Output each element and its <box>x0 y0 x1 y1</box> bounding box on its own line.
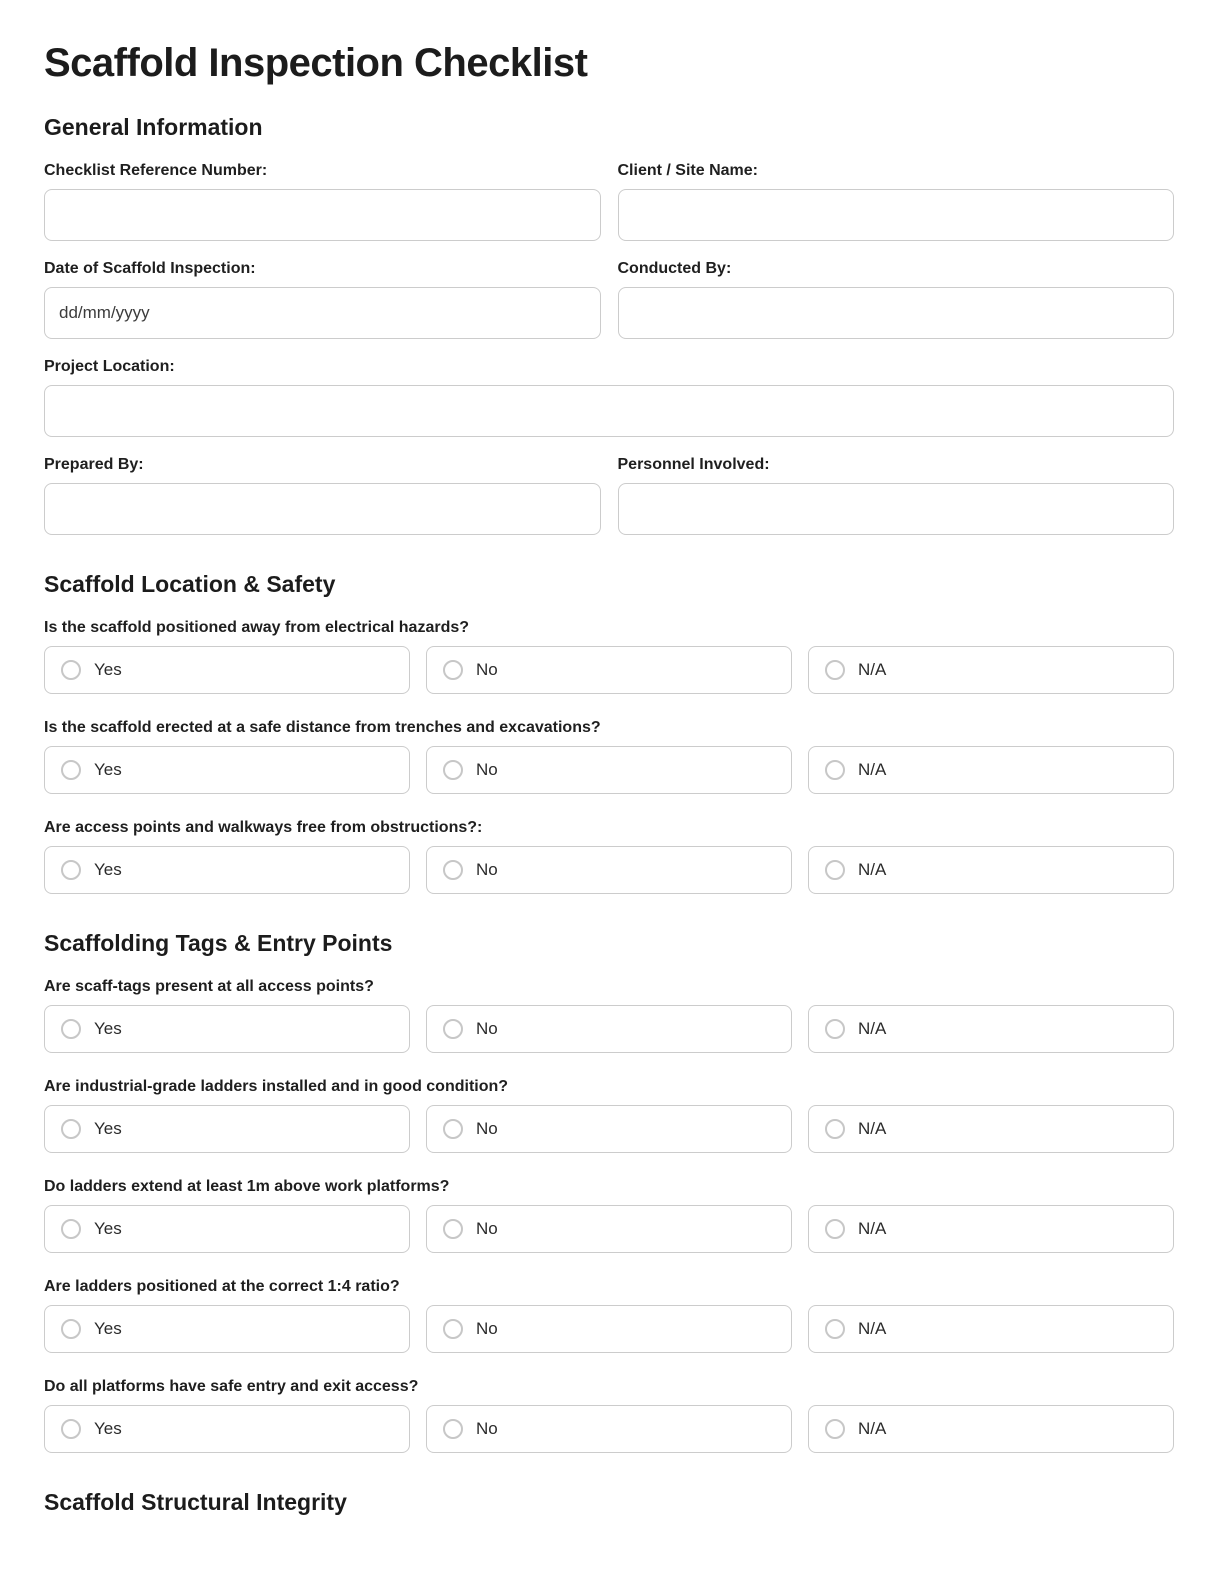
option-no-label: No <box>476 1119 498 1139</box>
option-yes-label: Yes <box>94 1319 122 1339</box>
radio-icon <box>443 1019 463 1039</box>
option-no-label: No <box>476 860 498 880</box>
option-yes-label: Yes <box>94 1219 122 1239</box>
option-na[interactable] <box>808 746 1174 794</box>
option-no-label: No <box>476 1219 498 1239</box>
option-no[interactable] <box>426 1105 792 1153</box>
option-yes[interactable] <box>44 646 410 694</box>
field-conducted-by <box>618 259 1175 339</box>
field-personnel-involved <box>618 455 1175 535</box>
question-label: Is the scaffold positioned away from electrical hazards? <box>44 618 470 636</box>
question-ladders-extend-1m <box>44 1177 1174 1253</box>
option-na[interactable] <box>808 1305 1174 1353</box>
option-na-label: N/A <box>858 1419 887 1439</box>
option-na-label: N/A <box>858 1219 887 1239</box>
option-row <box>44 1205 1174 1253</box>
section-heading-general-information: General Information <box>44 114 263 140</box>
option-na[interactable] <box>808 1005 1174 1053</box>
section-general-information <box>44 114 1174 535</box>
option-row <box>44 846 1174 894</box>
question-ladders-ratio <box>44 1277 1174 1353</box>
radio-icon <box>61 1019 81 1039</box>
conducted-by-input[interactable] <box>618 287 1175 339</box>
radio-icon <box>443 1319 463 1339</box>
question-label: Are access points and walkways free from obstructions?: <box>44 818 483 836</box>
personnel-involved-label: Personnel Involved: <box>617 455 770 473</box>
option-row <box>44 1305 1174 1353</box>
option-no[interactable] <box>426 1305 792 1353</box>
radio-icon <box>825 1319 845 1339</box>
question-trenches-excavations <box>44 718 1174 794</box>
field-project-location <box>44 357 1174 437</box>
question-label: Are scaff-tags present at all access points? <box>44 977 374 995</box>
option-no[interactable] <box>426 1005 792 1053</box>
option-row <box>44 1405 1174 1453</box>
option-no-label: No <box>476 1419 498 1439</box>
question-label: Are industrial-grade ladders installed and in good condition? <box>44 1077 509 1095</box>
option-na[interactable] <box>808 1105 1174 1153</box>
option-no[interactable] <box>426 646 792 694</box>
radio-icon <box>61 1219 81 1239</box>
option-no[interactable] <box>426 846 792 894</box>
option-no[interactable] <box>426 1205 792 1253</box>
radio-icon <box>825 1419 845 1439</box>
question-electrical-hazards <box>44 618 1174 694</box>
client-site-name-input[interactable] <box>618 189 1175 241</box>
option-yes[interactable] <box>44 1305 410 1353</box>
radio-icon <box>61 1119 81 1139</box>
option-yes-label: Yes <box>94 1419 122 1439</box>
checklist-reference-input[interactable] <box>44 189 601 241</box>
option-yes[interactable] <box>44 1005 410 1053</box>
field-checklist-reference <box>44 161 601 241</box>
radio-icon <box>443 660 463 680</box>
option-na[interactable] <box>808 1405 1174 1453</box>
inspection-date-input[interactable] <box>44 287 601 339</box>
inspection-date-label: Date of Scaffold Inspection: <box>44 259 256 277</box>
question-ladders-condition <box>44 1077 1174 1153</box>
radio-icon <box>443 860 463 880</box>
radio-icon <box>61 1319 81 1339</box>
project-location-input[interactable] <box>44 385 1174 437</box>
option-na-label: N/A <box>858 1119 887 1139</box>
option-row <box>44 1105 1174 1153</box>
field-prepared-by <box>44 455 601 535</box>
option-yes[interactable] <box>44 1405 410 1453</box>
option-yes[interactable] <box>44 1105 410 1153</box>
option-yes-label: Yes <box>94 1119 122 1139</box>
section-location-safety <box>44 571 1174 894</box>
radio-icon <box>61 660 81 680</box>
question-label: Do all platforms have safe entry and exit access? <box>44 1377 419 1395</box>
radio-icon <box>443 760 463 780</box>
option-no-label: No <box>476 760 498 780</box>
option-yes[interactable] <box>44 746 410 794</box>
option-no-label: No <box>476 660 498 680</box>
option-yes[interactable] <box>44 846 410 894</box>
option-na[interactable] <box>808 646 1174 694</box>
question-scaff-tags-present <box>44 977 1174 1053</box>
radio-icon <box>825 1019 845 1039</box>
radio-icon <box>825 660 845 680</box>
option-yes-label: Yes <box>94 660 122 680</box>
option-yes-label: Yes <box>94 1019 122 1039</box>
option-no-label: No <box>476 1019 498 1039</box>
page-title: Scaffold Inspection Checklist <box>44 41 588 85</box>
field-client-site-name <box>618 161 1175 241</box>
option-row <box>44 746 1174 794</box>
option-row <box>44 646 1174 694</box>
option-yes-label: Yes <box>94 860 122 880</box>
option-na[interactable] <box>808 846 1174 894</box>
radio-icon <box>61 860 81 880</box>
option-na-label: N/A <box>858 1019 887 1039</box>
radio-icon <box>825 860 845 880</box>
prepared-by-input[interactable] <box>44 483 601 535</box>
radio-icon <box>443 1119 463 1139</box>
option-yes-label: Yes <box>94 760 122 780</box>
client-site-name-label: Client / Site Name: <box>617 161 758 179</box>
option-row <box>44 1005 1174 1053</box>
question-label: Are ladders positioned at the correct 1:4 ratio? <box>44 1277 400 1295</box>
radio-icon <box>825 1219 845 1239</box>
question-label: Is the scaffold erected at a safe distance from trenches and excavations? <box>44 718 601 736</box>
section-heading-location-safety: Scaffold Location & Safety <box>44 570 336 597</box>
question-walkways-obstructions <box>44 818 1174 894</box>
personnel-involved-input[interactable] <box>618 483 1175 535</box>
radio-icon <box>443 1219 463 1239</box>
radio-icon <box>61 1419 81 1439</box>
section-tags-entry-points <box>44 930 1174 1453</box>
option-na-label: N/A <box>858 760 887 780</box>
option-no[interactable] <box>426 1405 792 1453</box>
radio-icon <box>443 1419 463 1439</box>
radio-icon <box>825 1119 845 1139</box>
prepared-by-label: Prepared By: <box>44 455 144 473</box>
project-location-label: Project Location: <box>44 357 175 375</box>
option-na-label: N/A <box>858 860 887 880</box>
option-na-label: N/A <box>858 1319 887 1339</box>
section-heading-tags-entry-points: Scaffolding Tags & Entry Points <box>44 929 393 956</box>
question-label: Do ladders extend at least 1m above work platforms? <box>44 1177 450 1195</box>
option-na-label: N/A <box>858 660 887 680</box>
radio-icon <box>61 760 81 780</box>
option-yes[interactable] <box>44 1205 410 1253</box>
question-platforms-safe-access <box>44 1377 1174 1453</box>
field-inspection-date <box>44 259 601 339</box>
option-no[interactable] <box>426 746 792 794</box>
section-structural-integrity <box>44 1489 1174 1516</box>
radio-icon <box>825 760 845 780</box>
option-na[interactable] <box>808 1205 1174 1253</box>
section-heading-structural-integrity: Scaffold Structural Integrity <box>44 1488 347 1515</box>
option-no-label: No <box>476 1319 498 1339</box>
conducted-by-label: Conducted By: <box>617 259 732 277</box>
checklist-reference-label: Checklist Reference Number: <box>44 161 268 179</box>
